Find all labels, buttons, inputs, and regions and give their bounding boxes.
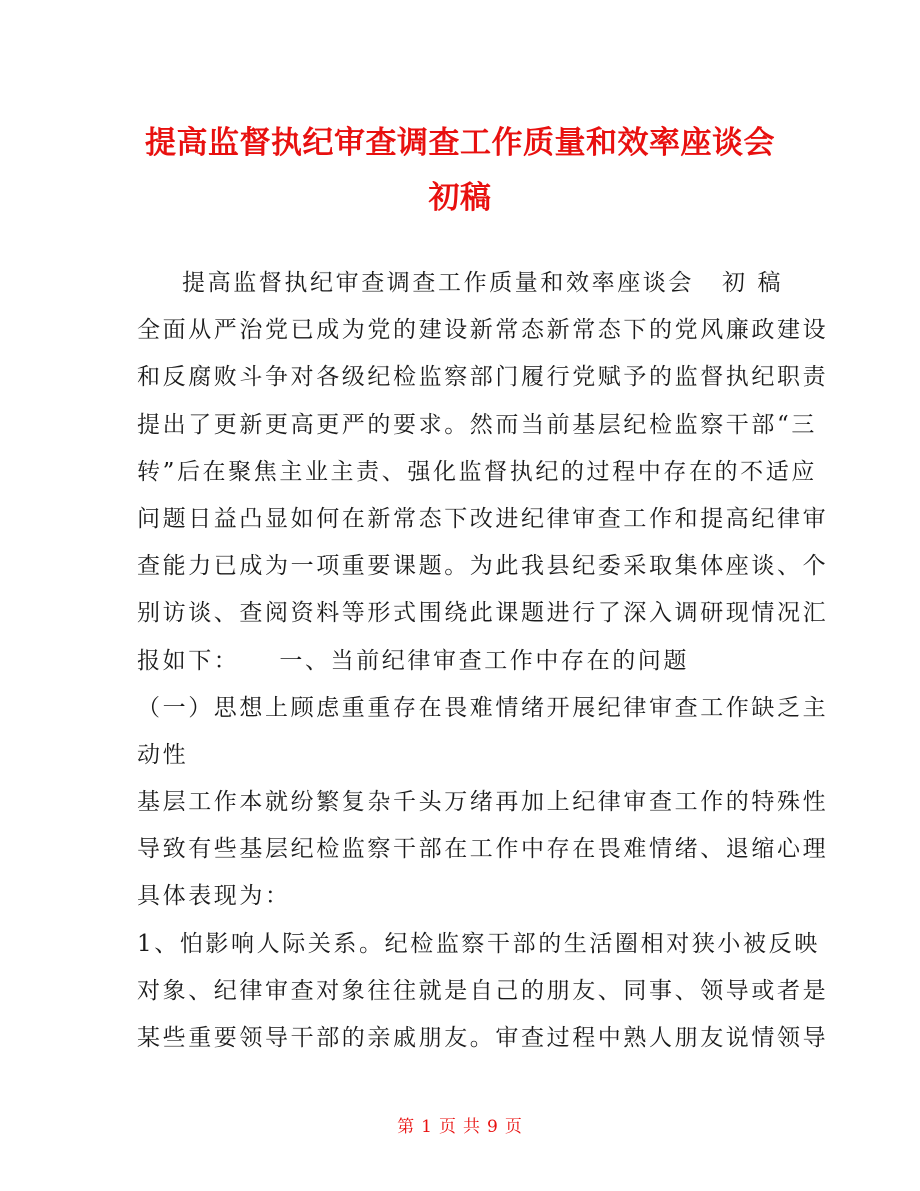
paragraph-line: 提出了更新更高更严的要求。然而当前基层纪检监察干部“三 bbox=[137, 411, 817, 438]
paragraph-line: 和反腐败斗争对各级纪检监察部门履行党赋予的监督执纪职责 bbox=[137, 364, 829, 391]
paragraph-line: 转”后在聚焦主业主责、强化监督执纪的过程中存在的不适应 bbox=[137, 458, 817, 485]
paragraph-line: 具体表现为： bbox=[137, 883, 291, 910]
subtitle-main: 提高监督执纪审查调查工作质量和效率座谈会 bbox=[182, 270, 694, 296]
point-line: 对象、纪律审查对象往往就是自己的朋友、同事、领导或者是 bbox=[137, 977, 829, 1004]
paragraph-line: 查能力已成为一项重要课题。为此我县纪委采取集体座谈、个 bbox=[137, 553, 829, 580]
document-subtitle bbox=[137, 260, 797, 307]
footer-label-page-unit: 页 bbox=[439, 1117, 457, 1137]
page-footer bbox=[0, 1112, 920, 1137]
subtitle-draft: 初 稿 bbox=[722, 270, 784, 296]
point-line: 1、怕影响人际关系。纪检监察干部的生活圈相对狭小被反映 bbox=[137, 930, 820, 957]
footer-total-pages: 9 bbox=[487, 1117, 499, 1137]
footer-label-total: 共 bbox=[463, 1117, 481, 1137]
paragraph-line: 别访谈、查阅资料等形式围绕此课题进行了深入调研现情况汇 bbox=[137, 600, 829, 627]
paragraph-line: 基层工作本就纷繁复杂千头万绪再加上纪律审查工作的特殊性 bbox=[137, 789, 829, 816]
footer-label-page: 第 bbox=[397, 1117, 416, 1137]
document-title-line-1: 提高监督执纪审查调查工作质量和效率座谈会 bbox=[145, 125, 775, 161]
paragraph-line: 全面从严治党已成为党的建设新常态新常态下的党风廉政建设 bbox=[137, 317, 829, 344]
footer-label-total-unit: 页 bbox=[504, 1117, 523, 1137]
document-title-line-2: 初稿 bbox=[428, 180, 492, 216]
report-lead: 报如下： bbox=[137, 647, 240, 674]
document-body bbox=[137, 260, 829, 1062]
point-line: 某些重要领导干部的亲戚朋友。审查过程中熟人朋友说情领导 bbox=[137, 1025, 829, 1051]
section-heading-one: 一、当前纪律审查工作中存在的问题 bbox=[279, 647, 690, 674]
footer-current-page: 1 bbox=[421, 1117, 433, 1137]
paragraph-line: 导致有些基层纪检监察干部在工作中存在畏难情绪、退缩心理 bbox=[137, 836, 829, 863]
report-lead-line bbox=[137, 638, 797, 685]
paragraph-line: 问题日益凸显如何在新常态下改进纪律审查工作和提高纪律审 bbox=[137, 505, 829, 532]
item-heading-line: （一）思想上顾虑重重存在畏难情绪开展纪律审查工作缺乏主 bbox=[137, 694, 829, 721]
item-heading-line: 动性 bbox=[137, 741, 189, 768]
